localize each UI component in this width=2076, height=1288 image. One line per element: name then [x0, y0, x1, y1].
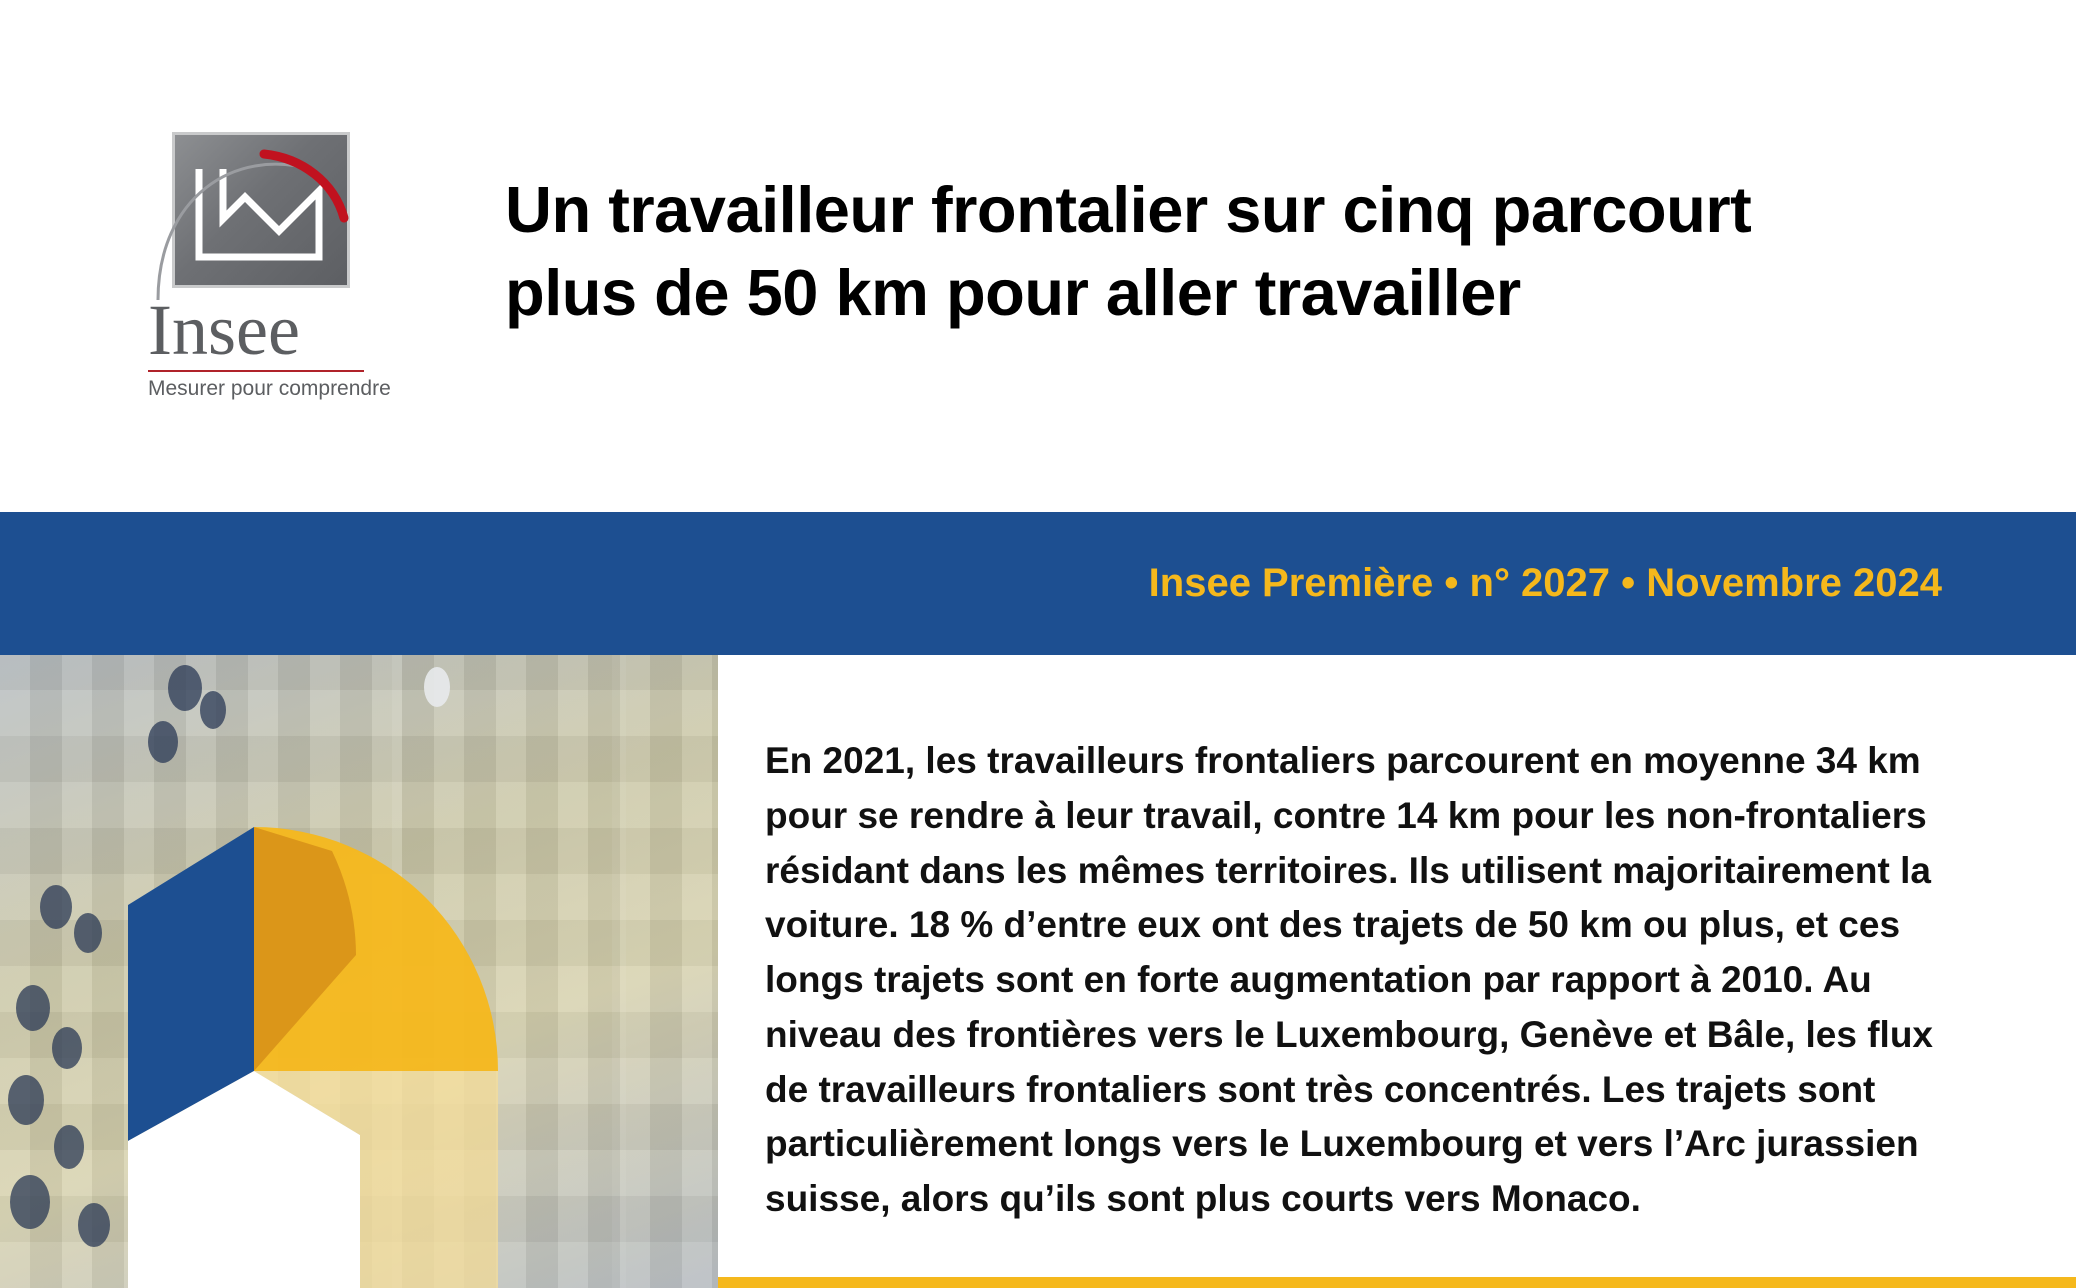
page-header [0, 0, 2076, 512]
insee-tagline: Mesurer pour comprendre [148, 377, 391, 400]
insee-logo [138, 132, 391, 412]
insee-logo-mark [172, 132, 350, 288]
lead-panel [718, 655, 2076, 1288]
insee-logo-zigzag-icon [193, 161, 327, 265]
lead-paragraph: En 2021, les travailleurs frontaliers parcourent en moyenne 34 km pour se rendre à leur travail, contre 14 km pour les non-frontaliers résidant dans les mêmes territoires. Ils utilisent majoritairement la voiture. 18 % d’entre eux ont des trajets de 50 km ou plus, et ces longs trajets sont en forte augmentation par rapport à 2010. Au niveau des frontières vers le Luxembourg, Genève et Bâle, les flux de travailleurs frontaliers sont très concentrés. Les trajets sont particulièrement longs vers le Luxembourg et vers l’Arc jurassien suisse, alors qu’ils sont plus courts vers Monaco. [765, 740, 1933, 1219]
page-content [0, 655, 2076, 1288]
insee-wordmark: Insee [148, 290, 300, 370]
page-title: Un travailleur frontalier sur cinq parcourt plus de 50 km pour aller travailler [505, 172, 1752, 329]
bottom-accent-rule [718, 1277, 2076, 1288]
cover-image [0, 655, 718, 1288]
publication-band [0, 512, 2076, 655]
publication-reference: Insee Première • n° 2027 • Novembre 2024 [1148, 561, 1942, 605]
insee-logo-divider [148, 370, 364, 372]
cover-hexagon-graphic [0, 655, 718, 1288]
